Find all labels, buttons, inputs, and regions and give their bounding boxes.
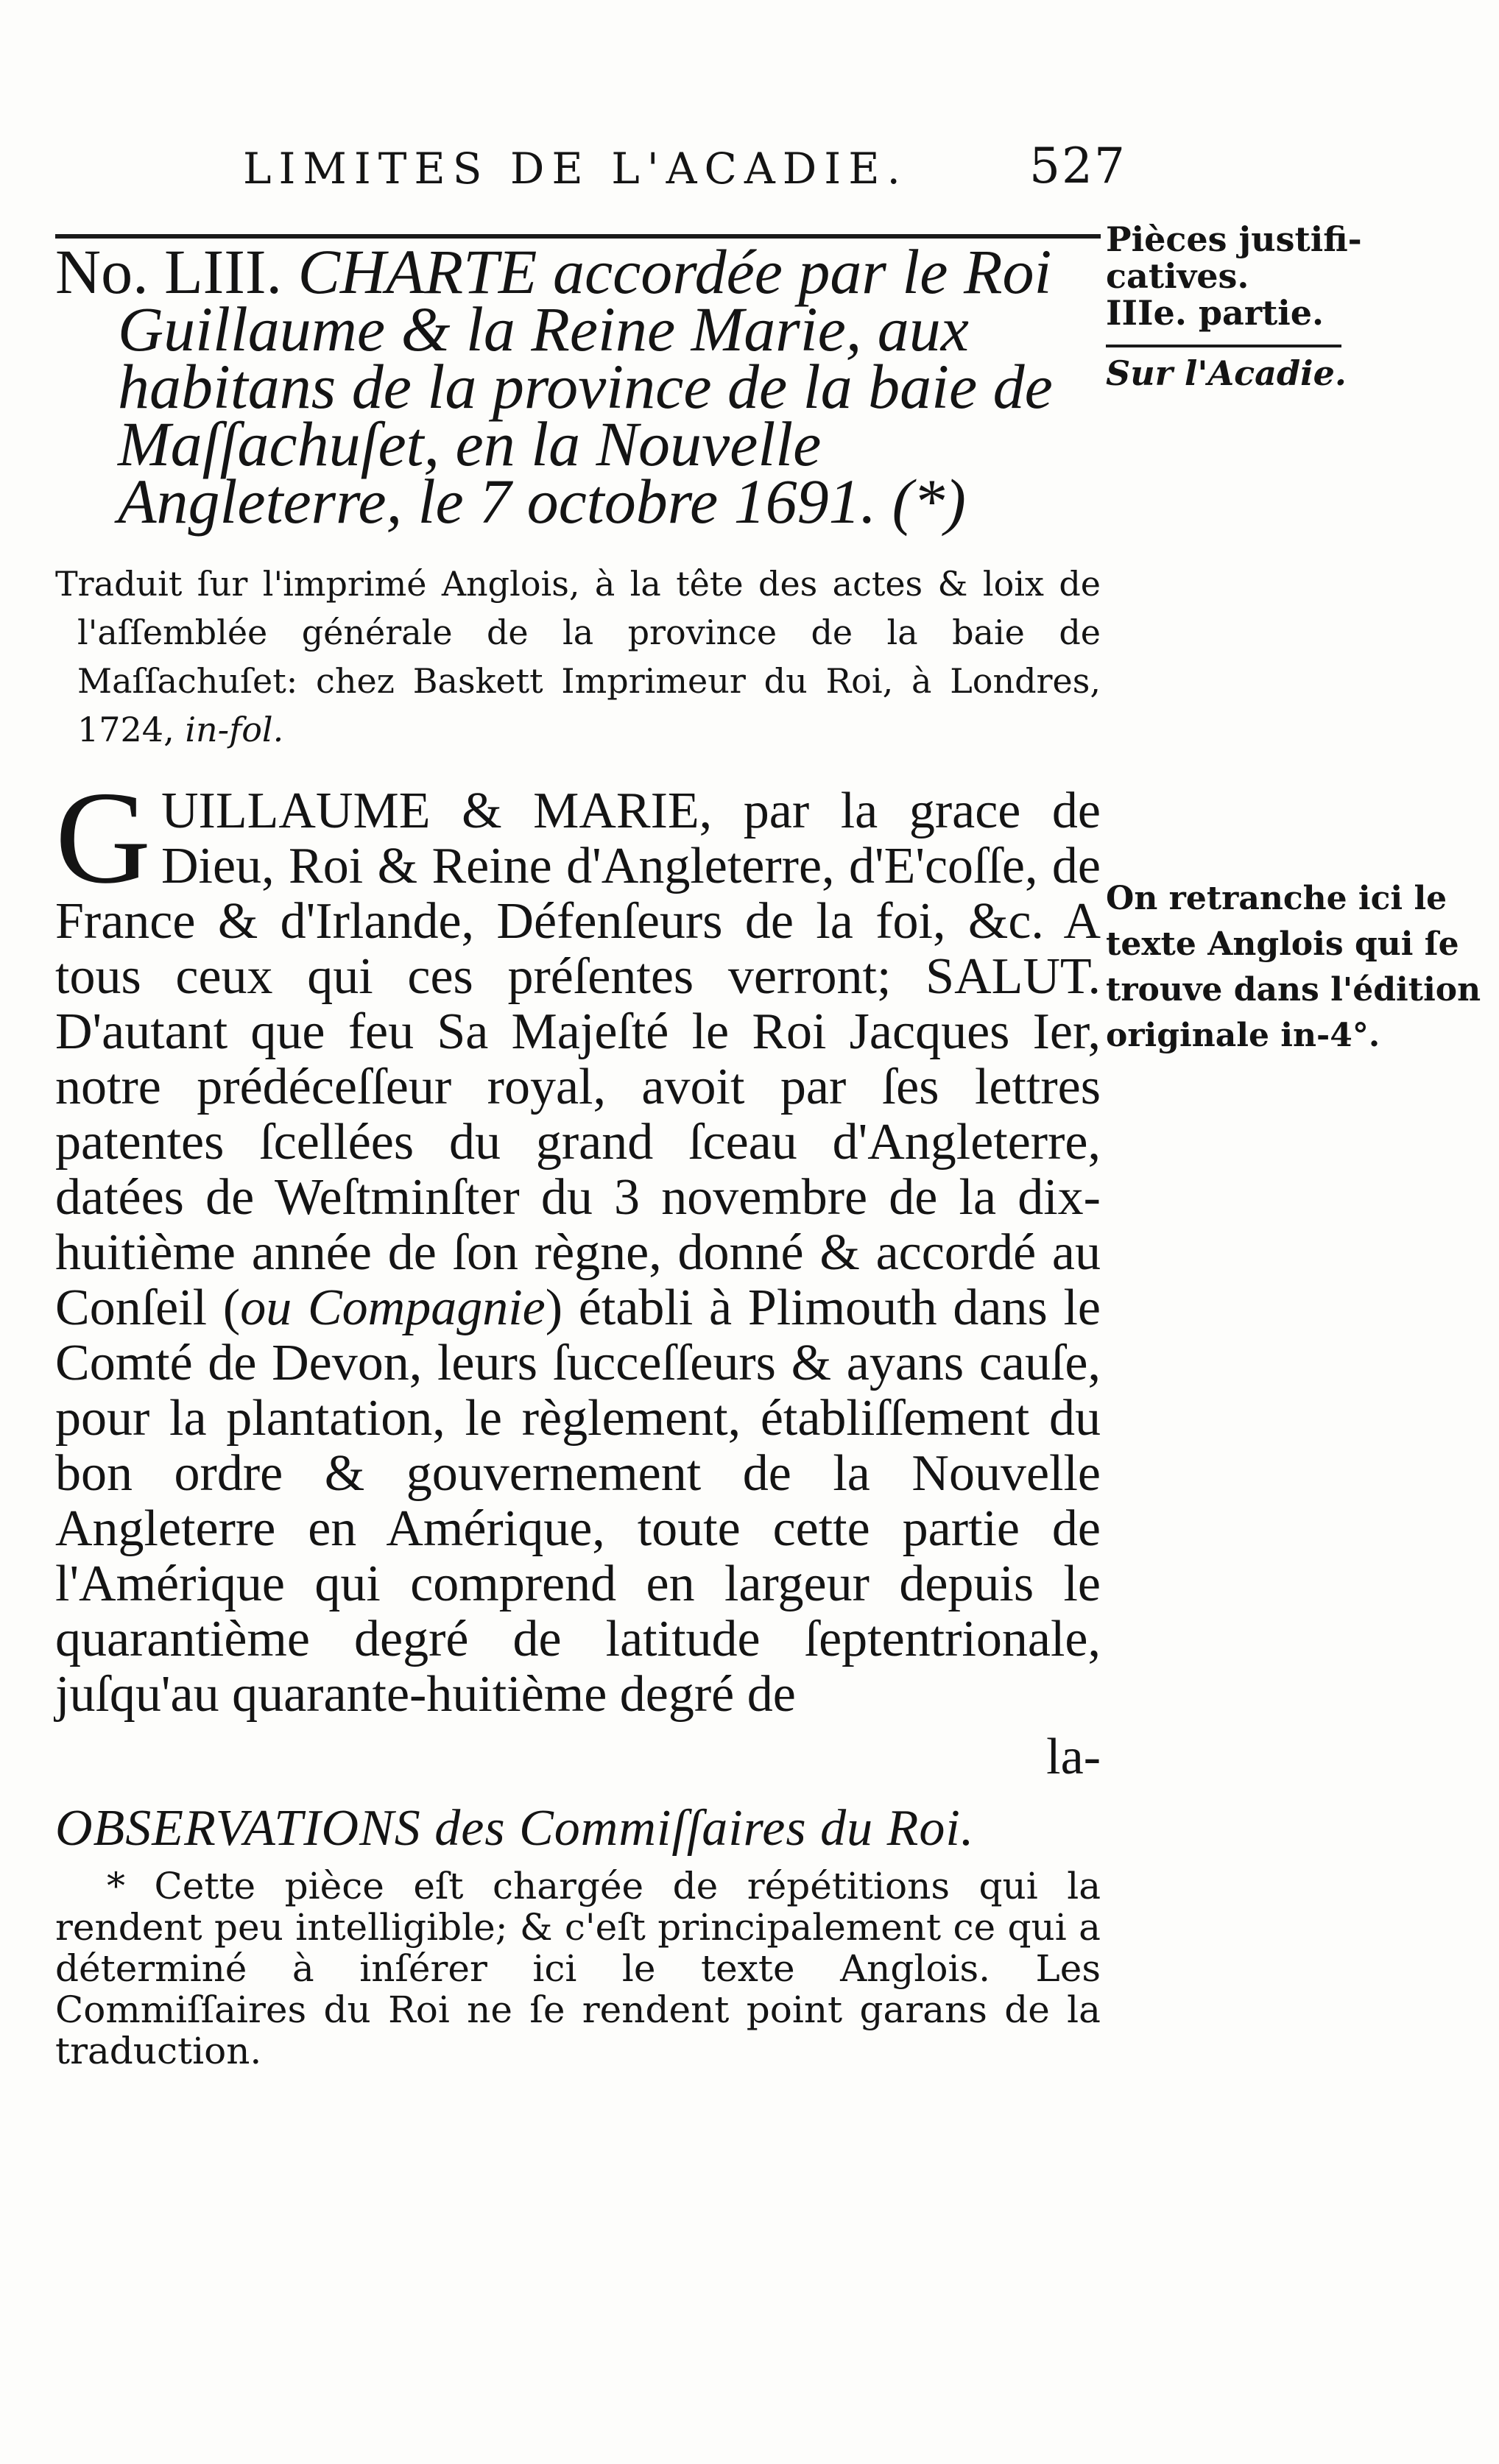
body-text: D'autant que feu Sa Majeſté le Roi Jacques Ier, notre prédéceſſeur royal, avoit par ſes lettres patentes ſcellées du grand ſceau d'Angleterre, datées de Weſtminſter du 3 novembre de la dix-huitième année de ſon règne, donné & accordé au Conſeil ( — [55, 1003, 1101, 1336]
margin-note-line: IIIe. partie. — [1106, 293, 1325, 333]
margin-note-line: Sur l'Acadie. — [1106, 353, 1347, 393]
document-title — [55, 236, 1101, 537]
observations-footnote: * Cette pièce eſt chargée de répétitions qui la rendent peu intelligible; & c'eſt principalement ce qui a déterminé à inſérer ici le texte Anglois. Les Commiſſaires du Roi ne ſe rendent point garans de la traduction. — [55, 1865, 1101, 2072]
source-text: Traduit ſur l'imprimé Anglois, à la tête des actes & loix de l'aſſemblée générale de la province de la baie de Maſſachuſet: chez Baskett Imprimeur du Roi, à Londres, 1724, — [55, 564, 1101, 749]
margin-note-line: Pièces justifi- — [1106, 219, 1362, 259]
catchword: la- — [1046, 1729, 1101, 1785]
page-number: 527 — [1029, 138, 1126, 194]
margin-note-rule — [1106, 345, 1341, 347]
drop-cap: G — [55, 764, 151, 911]
margin-note-line: catives. — [1106, 256, 1249, 296]
document-number: No. LIII. — [55, 236, 283, 307]
observations-title: OBSERVATIONS des Commiſſaires du Roi. — [55, 1800, 975, 1857]
main-column — [55, 236, 1101, 2072]
charter-body — [55, 764, 1101, 1723]
running-title: LIMITES DE L'ACADIE. — [243, 144, 908, 194]
body-salut: SALUT. — [925, 948, 1101, 1005]
body-text: & — [430, 783, 534, 839]
body-name: MARIE — [533, 783, 699, 839]
margin-note-top — [1106, 221, 1489, 392]
body-italic: ou Compagnie — [240, 1279, 546, 1336]
body-text: , par la grace de Dieu, Roi & Reine d'Angleterre, d'E'coſſe, de France & d'Irlande, Défenſeurs de la foi, &c. A tous ceux qui ces préſentes verront; — [55, 783, 1101, 1005]
running-header — [243, 138, 1126, 194]
document-title-text: CHARTE accordée par le Roi Guillaume & la Reine Marie, aux habitans de la province de la baie de Maſſachuſet, en la Nouvelle Angleterre, le 7 octobre 1691. (*) — [118, 236, 1053, 537]
source-note — [55, 559, 1101, 754]
body-text: ) établi à Plimouth dans le Comté de Devon, leurs ſucceſſeurs & ayans cauſe, pour la plantation, le règlement, établiſſement du bon ordre & gouvernement de la Nouvelle Angleterre en Amérique, toute cette partie de l'Amérique qui comprend en largeur depuis le quarantième degré de latitude ſeptentrionale, juſqu'au quarante-huitième degré de — [55, 1279, 1101, 1723]
body-opening: UILLAUME — [161, 783, 431, 839]
margin-note-body: On retranche ici le texte Anglois qui ſe trouve dans l'édition originale in-4°. — [1106, 880, 1481, 1054]
source-format: in-fol. — [185, 710, 284, 749]
